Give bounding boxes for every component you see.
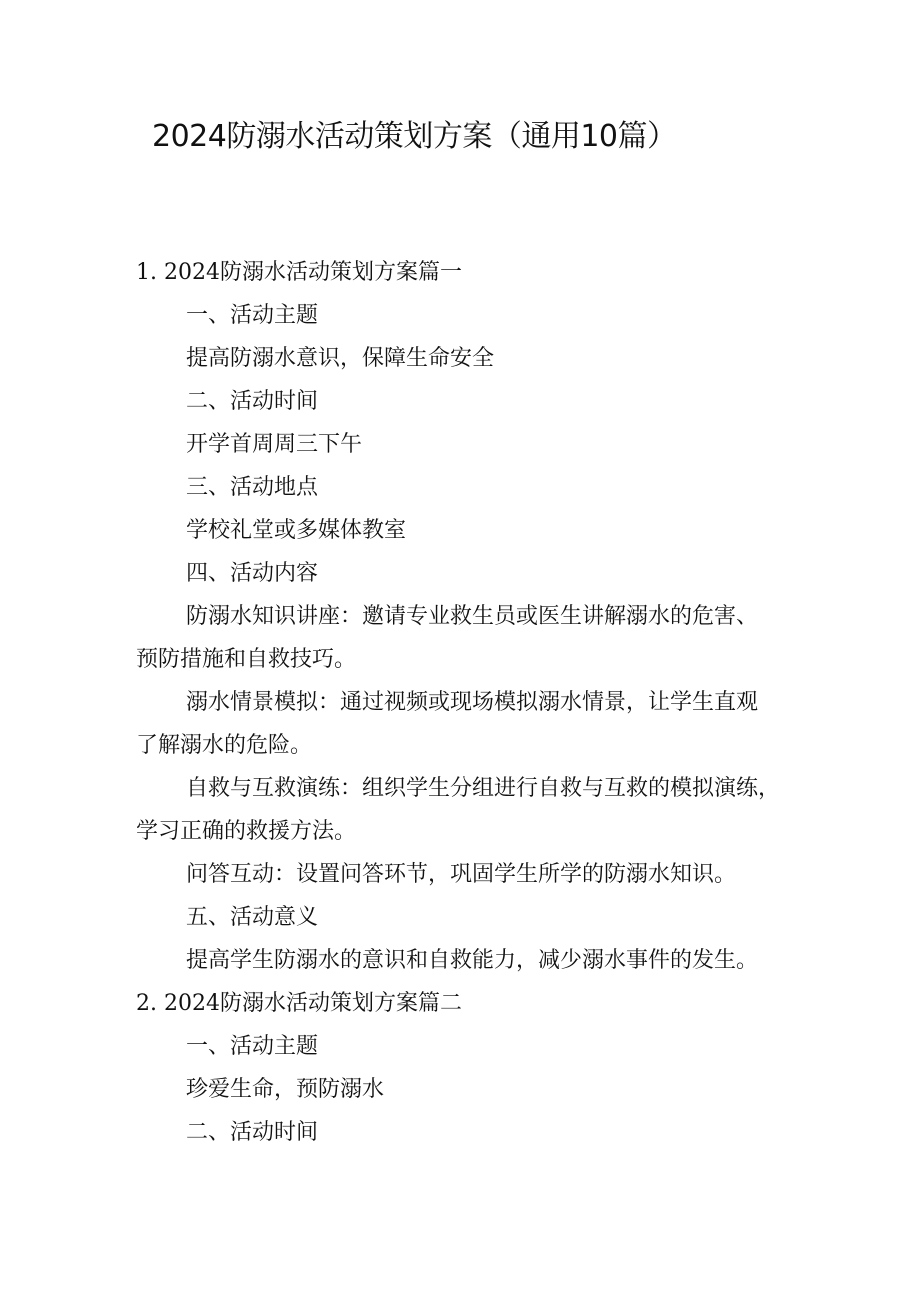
section-heading: 2. 2024防溺水活动策划方案篇二: [136, 991, 462, 1016]
subsection-heading: 一、活动主题: [186, 1034, 319, 1059]
section-heading: 1. 2024防溺水活动策划方案篇一: [136, 260, 462, 285]
paragraph-continuation: 了解溺水的危险。: [136, 733, 313, 758]
subsection-heading: 二、活动时间: [186, 1120, 319, 1145]
paragraph-continuation: 学习正确的救援方法。: [136, 819, 357, 844]
subsection-heading: 二、活动时间: [186, 389, 319, 414]
paragraph-continuation: 预防措施和自救技巧。: [136, 647, 357, 672]
paragraph: 自救与互救演练：组织学生分组进行自救与互救的模拟演练，: [186, 776, 781, 801]
paragraph: 开学首周周三下午: [186, 432, 363, 457]
paragraph: 问答互动：设置问答环节，巩固学生所学的防溺水知识。: [186, 862, 737, 887]
paragraph: 溺水情景模拟：通过视频或现场模拟溺水情景，让学生直观: [186, 690, 759, 715]
paragraph: 学校礼堂或多媒体教室: [186, 518, 407, 543]
subsection-heading: 三、活动地点: [186, 475, 319, 500]
paragraph: 防溺水知识讲座：邀请专业救生员或医生讲解溺水的危害、: [186, 604, 759, 629]
document-title: 2024防溺水活动策划方案（通用10篇）: [152, 119, 677, 154]
document-body: [0, 251, 920, 1154]
subsection-heading: 五、活动意义: [186, 905, 319, 930]
subsection-heading: 四、活动内容: [186, 561, 319, 586]
paragraph: 珍爱生命，预防溺水: [186, 1077, 385, 1102]
paragraph: 提高防溺水意识，保障生命安全: [186, 346, 495, 371]
paragraph: 提高学生防溺水的意识和自救能力，减少溺水事件的发生。: [186, 948, 759, 973]
subsection-heading: 一、活动主题: [186, 303, 319, 328]
